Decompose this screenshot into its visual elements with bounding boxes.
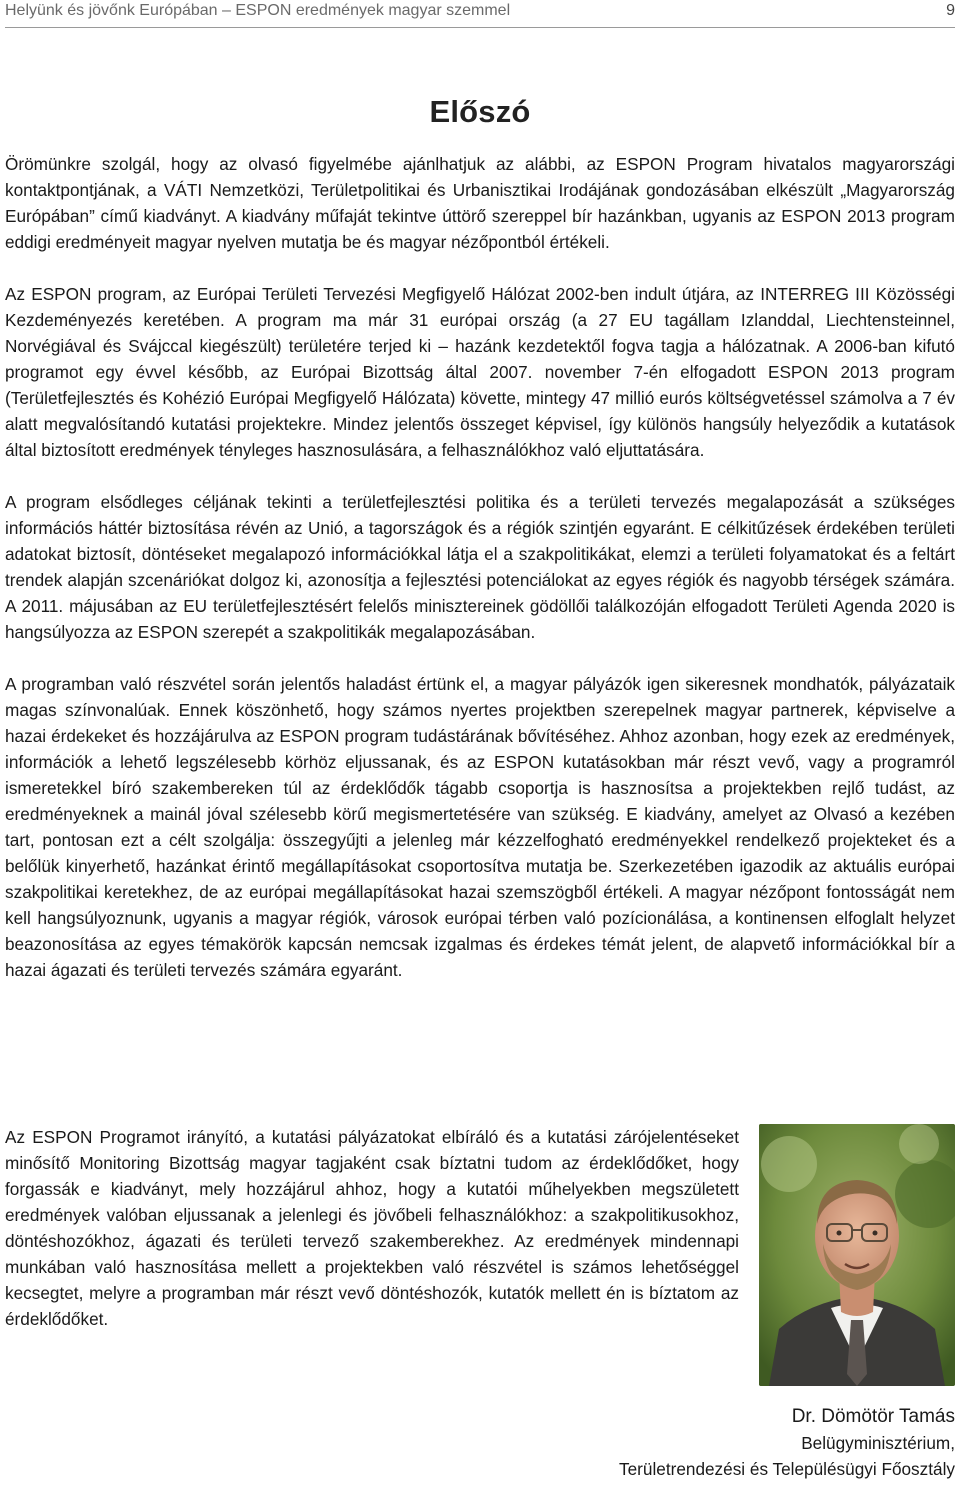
- paragraph-2: Az ESPON program, az Európai Területi Tervezési Megfigyelő Hálózat 2002-ben indult útjára, az INTERREG III Közösségi Kezdeményezés keretében. A program ma már 31 európai ország (a 27 EU tagállam Izlanddal, Liechtensteinnel, Norvégiával és Svájccal kiegészült) területére terjed ki – hazánk kezdetektől fogva tagja a hálózatnak. A 2006-ban kifutó programot egy évvel később, az Európai Bizottság által 2007. november 7-én elfogadott ESPON 2013 program (Területfejlesztés és Kohézió Európai Megfigyelő Hálózata) követte, mintegy 47 millió eurós költségvetéssel számolva a 7 év alatt megvalósítandó kutatási projektekre. Mindez jelentős összeget képvisel, így különös hangsúly helyeződik a kutatások által biztosított eredmények tényleges hasznosulására, a felhasználókhoz való eljuttatására.: [5, 284, 955, 460]
- signature-affiliation-1: Belügyminisztérium,: [801, 1433, 955, 1453]
- running-header: [5, 0, 955, 28]
- preface-body: [5, 151, 955, 1009]
- page-title: Előszó: [429, 94, 531, 129]
- signature-affiliation-2: Területrendezési és Településügyi Főosztály: [619, 1459, 955, 1479]
- closing-section: [5, 1124, 955, 1396]
- portrait-illustration: [759, 1124, 955, 1386]
- author-portrait: [759, 1124, 955, 1386]
- signature-block: [619, 1404, 955, 1482]
- paragraph-1: Örömünkre szolgál, hogy az olvasó figyelmébe ajánlhatjuk az alábbi, az ESPON Program hivatalos magyarországi kontaktpontjának, a VÁTI Nemzetközi, Területpolitikai és Urbanisztikai Irodájának gondozásában elkészült „Magyarország Európában” című kiadványt. A kiadvány műfaját tekintve úttörő szereppel bír hazánkban, ugyanis az ESPON 2013 program eddigi eredményeit magyar nyelven mutatja be és magyar nézőpontból értékeli.: [5, 154, 955, 252]
- paragraph-5: Az ESPON Programot irányító, a kutatási pályázatokat elbíráló és a kutatási zárójelentéseket minősítő Monitoring Bizottság magyar tagjaként csak bíztatni tudom az érdeklődőket, hogy forgassák e kiadványt, mely hozzájárul ahhoz, hogy a kutatói műhelyekben megszületett eredmények valóban eljussanak a jelenlegi és jövőbeli felhasználókhoz: a szakpolitikusokhoz, döntéshozókhoz, ágazati és területi tervező szakemberekhez. Az eredmények mindennapi munkában való hasznosítása mellett a projektekben való részvétel is számos lehetőséggel kecsegtet, melyre a programban már részt vevő döntéshozók, kutatók mellett én is bíztatom az érdeklődőket.: [5, 1127, 739, 1329]
- page-number: 9: [946, 2, 955, 19]
- paragraph-4: A programban való részvétel során jelentős haladást értünk el, a magyar pályázók igen sikeresnek mondhatók, pályázataik magas színvonalúak. Ennek köszönhető, hogy számos nyertes projektben szerepelnek magyar partnerek, képviselve a hazai érdekeket és hozzájárulva az ESPON program tudástárának bővítéséhez. Ahhoz azonban, hogy ezek az eredmények, információk a lehető legszélesebb körhöz eljussanak, és az ESPON kutatásokban már részt vevő, vagy a programról ismeretekkel bíró szakembereken túl az érdeklődők tágabb csoportja is hasznosítsa a projektekben rejlő tudást, az eredményeknek a mainál jóval szélesebb körű megismertetésére van szükség. E kiadvány, amelyet az Olvasó a kezében tart, pontosan ezt a célt szolgálja: összegyűjti a jelenleg már kézzelfogható eredményekkel rendelkező projekteket és a belőlük kinyerhető, hazánkat érintő megállapításokat csoportosítva mutatja be. Szerkezetében igazodik az aktuális európai szakpolitikai keretekhez, de az európai megállapításokat hazai szemszögből értékeli. A magyar nézőpont fontosságát nem kell hangsúlyoznunk, ugyanis a magyar régiók, városok európai térben való pozícionálása, a kontinensen elfoglalt helyzet beazonosítása az egyes témakörök kapcsán nemcsak izgalmas és érdekes témát jelent, de alapvető információkkal bír a hazai ágazati és területi tervezés számára egyaránt.: [5, 674, 955, 980]
- running-title: Helyünk és jövőnk Európában – ESPON eredmények magyar szemmel: [5, 2, 511, 19]
- signature-name: Dr. Dömötör Tamás: [791, 1406, 955, 1427]
- paragraph-3: A program elsődleges céljának tekinti a területfejlesztési politika és a területi tervezés megalapozását a szükséges információs háttér biztosítása révén az Unió, a tagországok és a régiók szintjén egyaránt. E célkitűzések érdekében területi adatokat biztosít, döntéseket megalapozó információkkal látja el a szakpolitikákat, elemzi a területi folyamatokat és a feltárt trendek alapján szcenáriókat dolgoz ki, azonosítja a fejlesztési potenciálokat az egyes régiók és nagyobb térségek számára. A 2011. májusában az EU területfejlesztésért felelős minisztereinek gödöllői találkozóján elfogadott Területi Agenda 2020 is hangsúlyozza az ESPON szerepét a szakpolitikák megalapozásában.: [5, 492, 955, 642]
